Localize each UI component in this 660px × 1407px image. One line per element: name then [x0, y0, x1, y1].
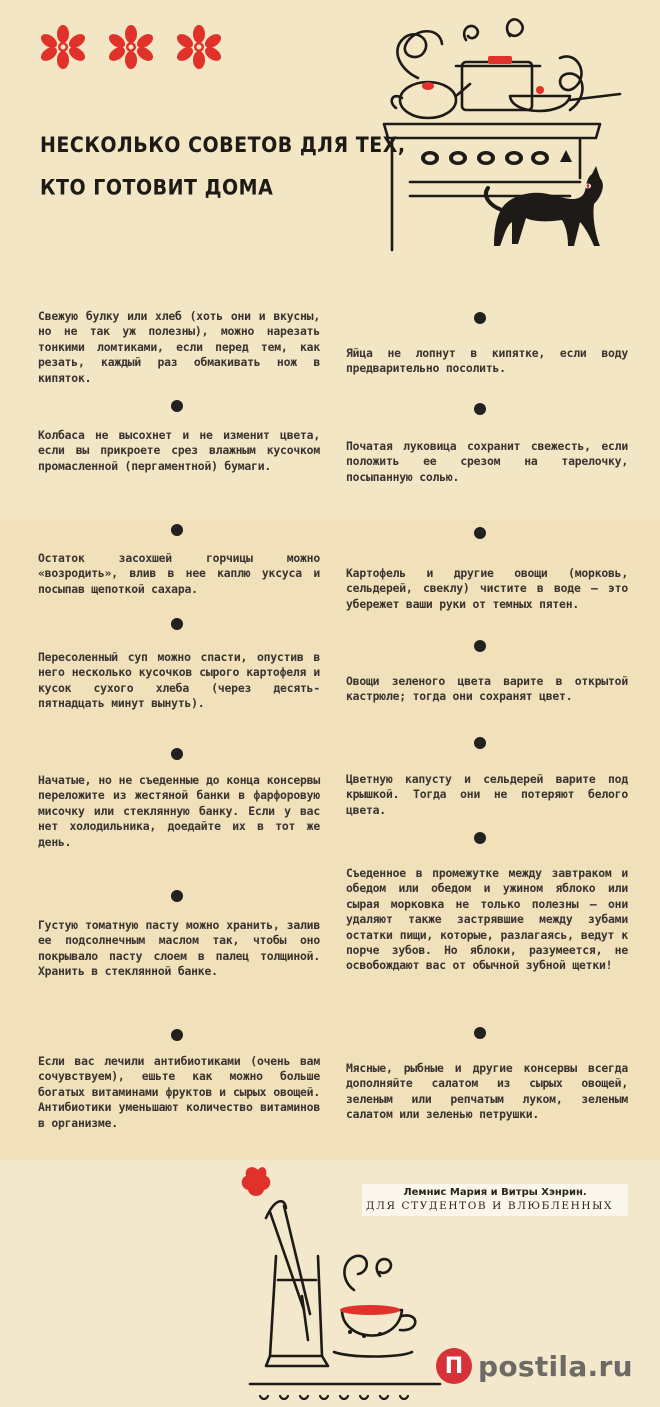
title-line-1: НЕСКОЛЬКО СОВЕТОВ ДЛЯ ТЕХ, [40, 132, 406, 158]
bullet-dot [474, 640, 486, 652]
bullet-dot [474, 527, 486, 539]
watermark [436, 1344, 633, 1388]
bullet-dot [171, 1029, 183, 1041]
bullet-dot [171, 748, 183, 760]
tip-right-4: Овощи зеленого цвета варите в открытой кастрюле; тогда они сохранят цвет. [346, 674, 628, 704]
credit-book-title: ДЛЯ СТУДЕНТОВ И ВЛЮБЛЕННЫХ [366, 1200, 614, 1212]
tip-left-7: Если вас лечили антибиотиками (очень вам сочувствуем), ешьте как можно больше богатых витаминами фруктов и сырых овощей. Антибиотики уменьшают количество витаминов в организме. [38, 1054, 320, 1130]
bullet-dot [171, 618, 183, 630]
bullet-dot [474, 737, 486, 749]
tip-right-6: Съеденное в промежутке между завтраком и обедом или обедом и ужином яблоко или сырая морковка не только полезны — они удаляют также застрявшие между зубами остатки пищи, которые, разлагаясь, ведут к порче зубов. Но яблоки, разумеется, не освобождают вас от обычной зубной щетки! [346, 866, 628, 973]
cat-illustration [486, 166, 603, 246]
bullet-dot [474, 403, 486, 415]
tip-right-5: Цветную капусту и сельдерей варите под крышкой. Тогда они не потеряют белого цвета. [346, 772, 628, 817]
tip-left-5: Начатые, но не съеденные до конца консервы переложите из жестяной банки в фарфоровую мисочку или стеклянную банку. Если у вас нет холодильника, доедайте их в тот же день. [38, 773, 320, 849]
flower-icon [36, 24, 90, 70]
bullet-dot [171, 400, 183, 412]
tip-right-7: Мясные, рыбные и другие консервы всегда дополняйте салатом из сырых овощей, зеленым или репчатым луком, зеленым салатом или зеленью петрушки. [346, 1061, 628, 1122]
bullet-dot [474, 832, 486, 844]
stove-illustration [370, 0, 640, 260]
watermark-text: postila.ru [478, 1349, 633, 1383]
page-title [40, 124, 406, 209]
tip-right-3: Картофель и другие овощи (морковь, сельдерей, свеклу) чистите в воде — это убережет ваши руки от темных пятен. [346, 566, 628, 611]
flower-icon [172, 24, 226, 70]
flower-icon [104, 24, 158, 70]
tip-right-1: Яйца не лопнут в кипятке, если воду предварительно посолить. [346, 346, 628, 376]
flower-row [36, 24, 226, 70]
tip-left-1: Свежую булку или хлеб (хоть они и вкусны, но не так уж полезны), можно нарезать тонкими ломтиками, если перед тем, как резать, каждый раз обмакивать нож в кипяток. [38, 309, 320, 385]
tip-left-4: Пересоленный суп можно спасти, опустив в него несколько кусочков сырого картофеля и кусок сухого хлеба (через десять-пятнадцать минут вынуть). [38, 650, 320, 711]
tip-right-2: Початая луковица сохранит свежесть, если положить ее срезом на тарелочку, посыпанную солью. [346, 439, 628, 484]
title-line-2: КТО ГОТОВИТ ДОМА [40, 175, 274, 201]
bullet-dot [474, 1027, 486, 1039]
tip-left-3: Остаток засохшей горчицы можно «возродить», влив в нее каплю уксуса и посыпав щепоткой сахара. [38, 551, 320, 596]
tip-left-6: Густую томатную пасту можно хранить, залив ее подсолнечным маслом так, чтобы оно покрывало пасту слоем в палец толщиной. Хранить в стеклянной банке. [38, 918, 320, 979]
cup-illustration [230, 1160, 460, 1407]
postila-logo-icon: П [436, 1348, 472, 1384]
bullet-dot [171, 524, 183, 536]
bullet-dot [474, 312, 486, 324]
credit-authors: Лемнис Мария и Витры Хэнрин. [403, 1187, 587, 1198]
bullet-dot [171, 890, 183, 902]
tip-left-2: Колбаса не высохнет и не изменит цвета, если вы прикроете срез влажным кусочком промасленной (пергаментной) бумаги. [38, 428, 320, 473]
